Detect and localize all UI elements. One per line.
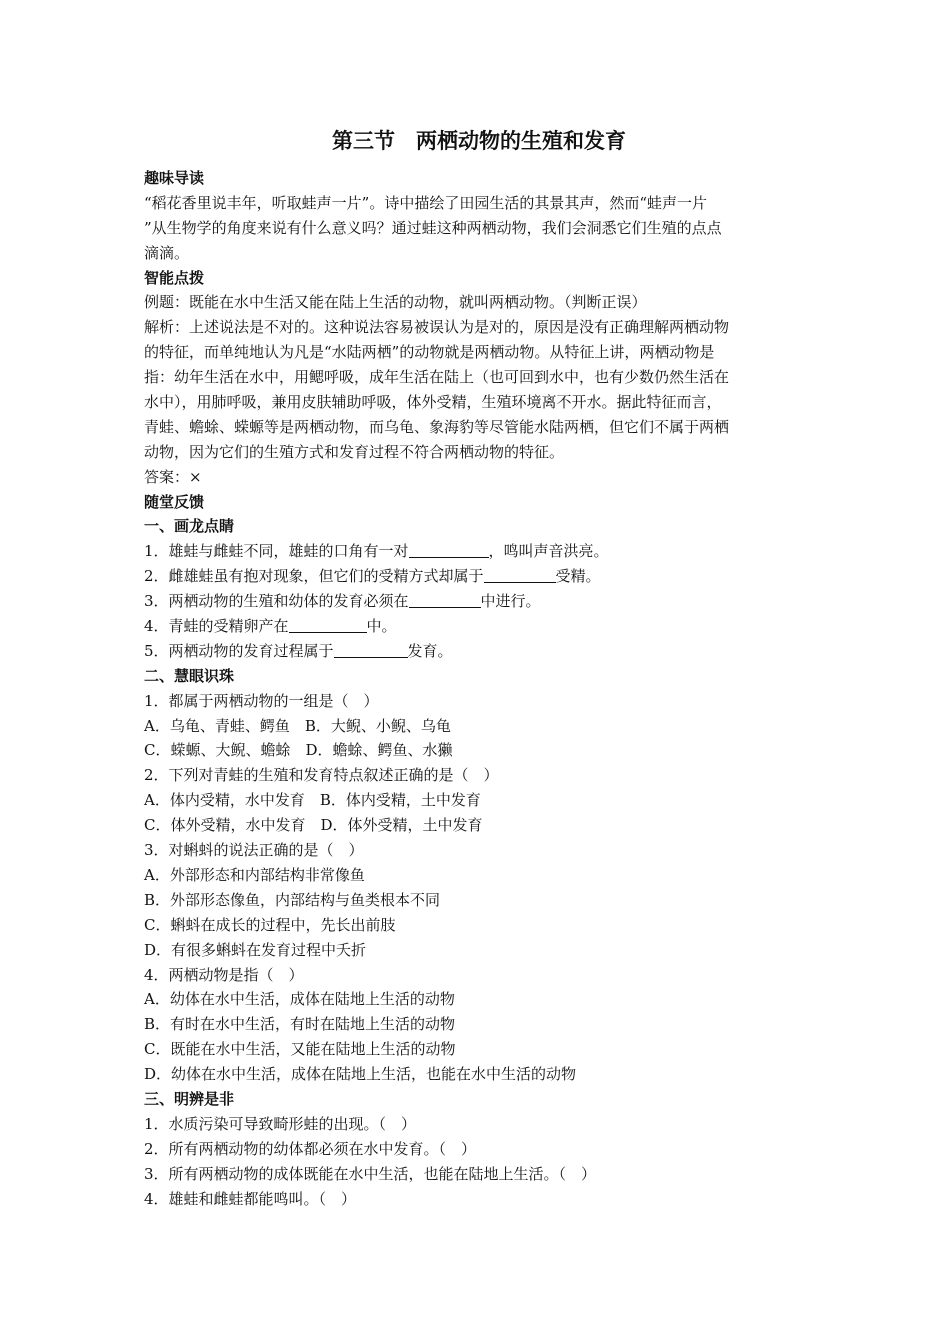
analysis-line: 青蛙、蟾蜍、蝾螈等是两栖动物，而乌龟、象海豹等尽管能水陆两栖，但它们不属于两栖 bbox=[144, 417, 730, 436]
intro-line: “稻花香里说丰年，听取蛙声一片”。诗中描绘了田园生活的其景其声，然而“蛙声一片 bbox=[144, 193, 708, 212]
choice-option-line: B．有时在水中生活，有时在陆地上生活的动物 bbox=[144, 1015, 456, 1034]
fill-blank-question bbox=[144, 539, 814, 564]
feedback-heading: 随堂反馈 bbox=[144, 492, 205, 511]
document-page bbox=[144, 128, 814, 1211]
question-text: 发育。 bbox=[407, 641, 453, 660]
section2-heading: 二、慧眼识珠 bbox=[144, 666, 235, 685]
answer-line: 答案：× bbox=[144, 467, 202, 486]
answer-blank[interactable] bbox=[289, 618, 367, 633]
analysis-line: 动物，因为它们的生殖方式和发育过程不符合两栖动物的特征。 bbox=[144, 442, 565, 461]
page-title: 第三节 两栖动物的生殖和发育 bbox=[332, 129, 626, 153]
fill-blank-question bbox=[144, 589, 814, 614]
choice-option-line: A．乌龟、青蛙、鳄鱼 B．大鲵、小鲵、乌龟 bbox=[144, 716, 451, 735]
question-text: 1．雄蛙与雌蛙不同，雄蛙的口角有一对 bbox=[144, 542, 409, 561]
choice-option-line: A．体内受精，水中发育 B．体内受精，土中发育 bbox=[144, 791, 481, 810]
choice-option-line: C．蝾螈、大鲵、蟾蜍 D．蟾蜍、鳄鱼、水獭 bbox=[144, 741, 453, 760]
choice-option-line: C．蝌蚪在成长的过程中，先长出前肢 bbox=[144, 915, 396, 934]
choice-question-line: 1．都属于两栖动物的一组是（ ） bbox=[144, 691, 379, 710]
question-text: 3．两栖动物的生殖和幼体的发育必须在 bbox=[144, 592, 409, 611]
true-false-question: 4．雄蛙和雌蛙都能鸣叫。（ ） bbox=[144, 1189, 357, 1208]
question-text: 2．雌雄蛙虽有抱对现象，但它们的受精方式却属于 bbox=[144, 567, 484, 586]
question-text: ，鸣叫声音洪亮。 bbox=[488, 542, 609, 561]
true-false-question: 1．水质污染可导致畸形蛙的出现。（ ） bbox=[144, 1114, 417, 1133]
choice-option-line: C．体外受精，水中发育 D．体外受精，土中发育 bbox=[144, 816, 483, 835]
section1-heading: 一、画龙点睛 bbox=[144, 517, 235, 536]
analysis-line: 指：幼年生活在水中，用鳃呼吸，成年生活在陆上（也可回到水中，也有少数仍然生活在 bbox=[144, 368, 730, 387]
choice-question-line: 3．对蝌蚪的说法正确的是（ ） bbox=[144, 841, 364, 860]
choice-option-line: A．幼体在水中生活，成体在陆地上生活的动物 bbox=[144, 990, 455, 1009]
choice-question-line: 2．下列对青蛙的生殖和发育特点叙述正确的是（ ） bbox=[144, 766, 499, 785]
answer-blank[interactable] bbox=[334, 643, 408, 658]
example-question: 例题：既能在水中生活又能在陆上生活的动物，就叫两栖动物。（判断正误） bbox=[144, 293, 647, 312]
true-false-question: 3．所有两栖动物的成体既能在水中生活，也能在陆地上生活。（ ） bbox=[144, 1164, 597, 1183]
choice-option-line: B．外部形态像鱼，内部结构与鱼类根本不同 bbox=[144, 890, 441, 909]
question-text: 受精。 bbox=[555, 567, 601, 586]
fill-blank-question bbox=[144, 639, 814, 664]
true-false-question: 2．所有两栖动物的幼体都必须在水中发育。（ ） bbox=[144, 1139, 477, 1158]
choice-option-line: D．有很多蝌蚪在发育过程中夭折 bbox=[144, 940, 367, 959]
choice-question-line: 4．两栖动物是指（ ） bbox=[144, 965, 304, 984]
question-text: 中进行。 bbox=[480, 592, 541, 611]
question-text: 5．两栖动物的发育过程属于 bbox=[144, 641, 334, 660]
choice-option-line: D．幼体在水中生活，成体在陆地上生活，也能在水中生活的动物 bbox=[144, 1065, 577, 1084]
intro-line: ”从生物学的角度来说有什么意义吗？通过蛙这种两栖动物，我们会洞悉它们生殖的点点 bbox=[144, 218, 722, 237]
question-text: 中。 bbox=[366, 617, 397, 636]
section3-heading: 三、明辨是非 bbox=[144, 1089, 235, 1108]
answer-blank[interactable] bbox=[409, 543, 489, 558]
answer-blank[interactable] bbox=[484, 568, 556, 583]
intro-line: 滴滴。 bbox=[144, 243, 190, 262]
fill-blank-question bbox=[144, 564, 814, 589]
intro-heading: 趣味导读 bbox=[144, 169, 205, 187]
tips-heading: 智能点拨 bbox=[144, 268, 205, 287]
analysis-line: 水中），用肺呼吸，兼用皮肤辅助呼吸，体外受精，生殖环境离不开水。据此特征而言， bbox=[144, 393, 722, 412]
choice-option-line: A．外部形态和内部结构非常像鱼 bbox=[144, 865, 365, 884]
question-text: 4．青蛙的受精卵产在 bbox=[144, 617, 289, 636]
fill-blank-question bbox=[144, 614, 814, 639]
analysis-line: 解析：上述说法是不对的。这种说法容易被误认为是对的，原因是没有正确理解两栖动物 bbox=[144, 318, 730, 337]
choice-option-line: C．既能在水中生活，又能在陆地上生活的动物 bbox=[144, 1040, 456, 1059]
analysis-line: 的特征，而单纯地认为凡是“水陆两栖”的动物就是两栖动物。从特征上讲，两栖动物是 bbox=[144, 343, 715, 362]
answer-blank[interactable] bbox=[409, 593, 481, 608]
